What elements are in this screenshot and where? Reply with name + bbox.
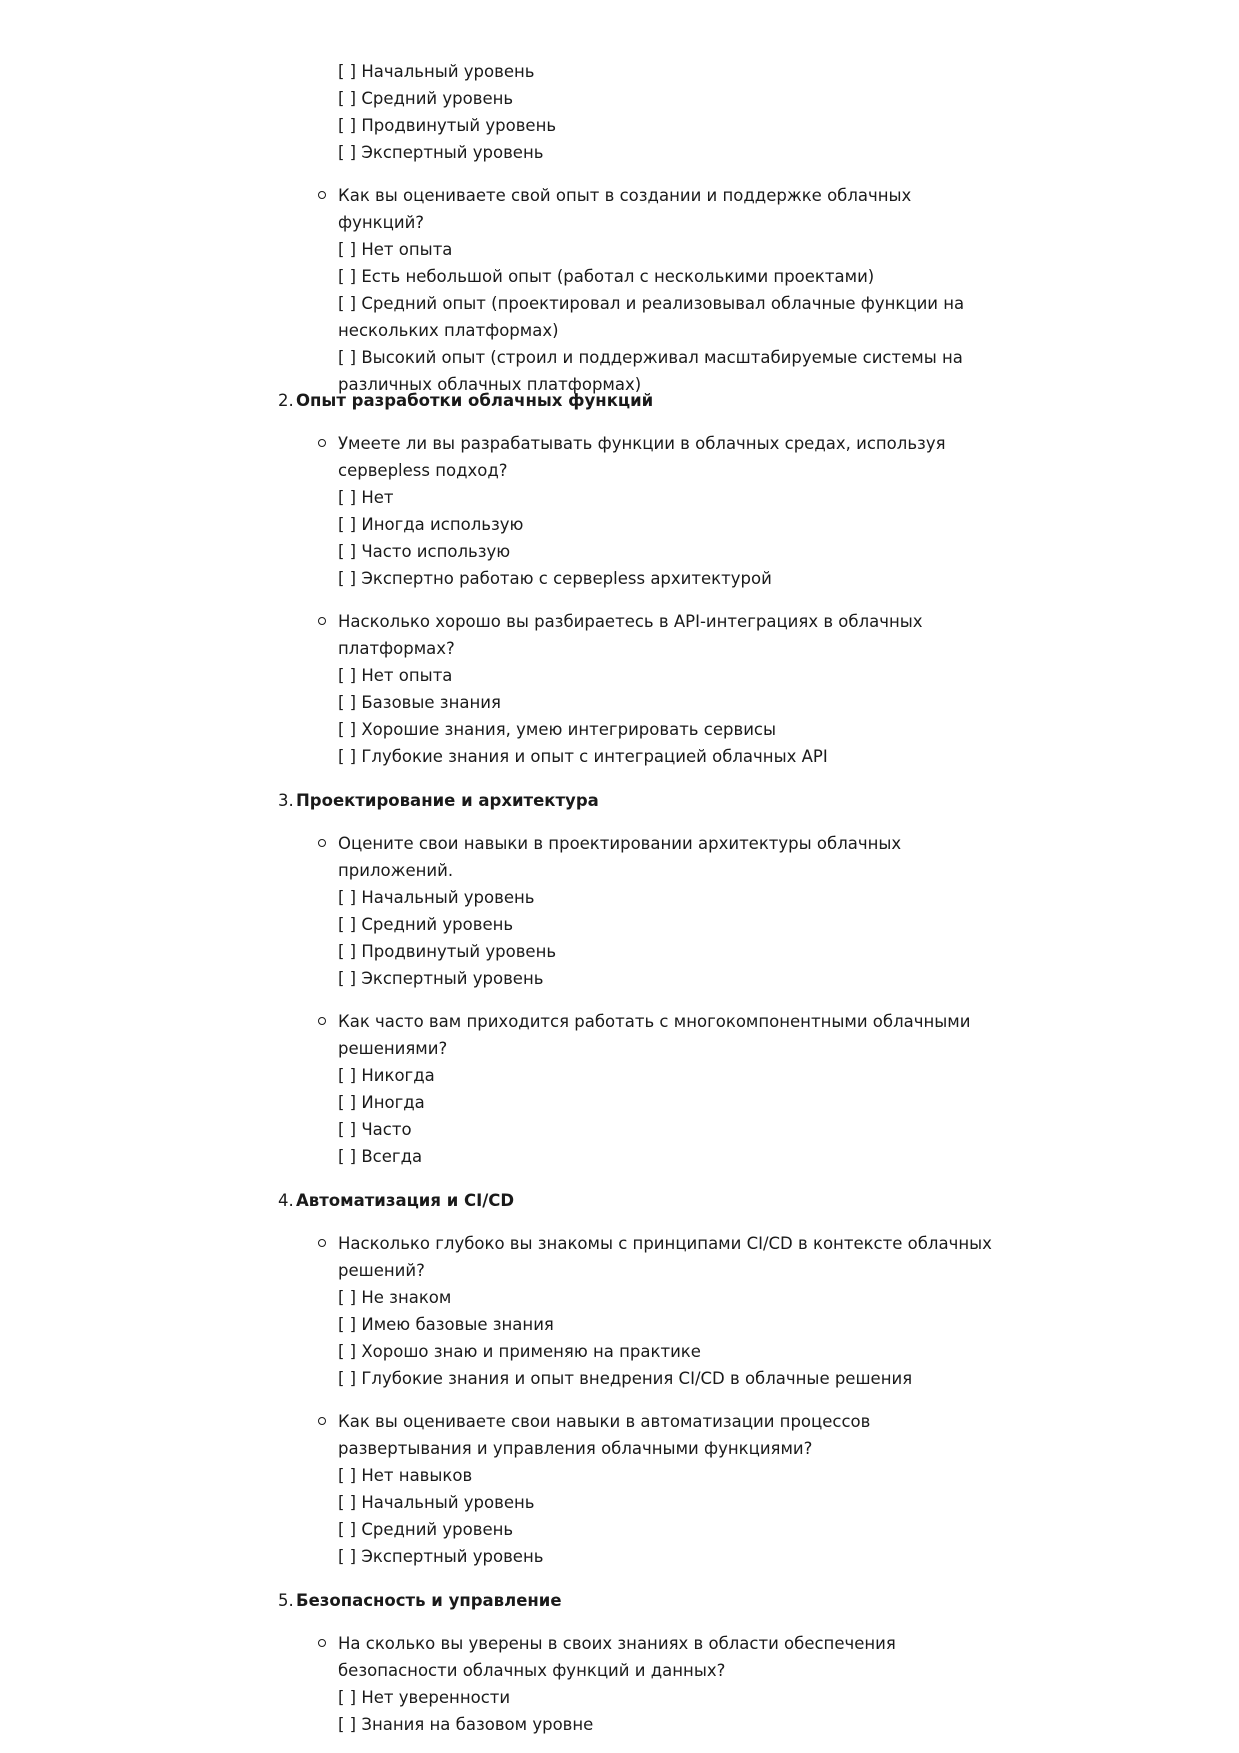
- section-3: [0, 787, 1239, 1170]
- circle-bullet-icon: [318, 1017, 326, 1025]
- option: [ ] Средний уровень: [338, 89, 514, 108]
- option: [ ] Средний опыт (проектировал и реализовывал облачные функции на нескольких платформах): [338, 294, 965, 340]
- question: [338, 1408, 998, 1570]
- circle-bullet-icon: [318, 1239, 326, 1247]
- question-list: [0, 1630, 998, 1738]
- question-list: [0, 430, 998, 770]
- question-list: [0, 1230, 998, 1570]
- option: [ ] Продвинутый уровень: [338, 116, 557, 135]
- question-text: На сколько вы уверены в своих знаниях в области обеспечения безопасности облачных функций и данных?: [338, 1634, 896, 1680]
- question: [338, 608, 998, 770]
- option: [ ] Всегда: [338, 1147, 423, 1166]
- circle-bullet-icon: [318, 617, 326, 625]
- option: [ ] Начальный уровень: [338, 1493, 535, 1512]
- section-2: [0, 387, 1239, 770]
- option: [ ] Нет: [338, 488, 394, 507]
- option: [ ] Экспертный уровень: [338, 1547, 544, 1566]
- option: [ ] Никогда: [338, 1066, 435, 1085]
- section-number: 4.: [278, 1191, 294, 1210]
- option: [ ] Средний уровень: [338, 1520, 514, 1539]
- question: [338, 430, 998, 592]
- section-4: [0, 1187, 1239, 1570]
- option: [ ] Нет навыков: [338, 1466, 473, 1485]
- section-heading: [0, 387, 1239, 414]
- option: [ ] Часто использую: [338, 542, 511, 561]
- option: [ ] Высокий опыт (строил и поддерживал масштабируемые системы на различных облачных платформах): [338, 348, 963, 394]
- option: [ ] Экспертно работаю с серверless архитектурой: [338, 569, 772, 588]
- section-title: Безопасность и управление: [296, 1591, 562, 1610]
- question-1-2: [338, 182, 998, 398]
- option: [ ] Хорошо знаю и применяю на практике: [338, 1342, 701, 1361]
- section-heading: [0, 1187, 1239, 1214]
- circle-bullet-icon: [318, 839, 326, 847]
- option: [ ] Иногда: [338, 1093, 425, 1112]
- option: [ ] Знания на базовом уровне: [338, 1715, 594, 1734]
- question: [338, 1008, 998, 1170]
- section-title: Автоматизация и CI/CD: [296, 1191, 515, 1210]
- circle-bullet-icon: [318, 1639, 326, 1647]
- circle-bullet-icon: [318, 439, 326, 447]
- option: [ ] Нет опыта: [338, 666, 453, 685]
- section-number: 3.: [278, 791, 294, 810]
- section-title: Опыт разработки облачных функций: [296, 391, 654, 410]
- option: [ ] Экспертный уровень: [338, 143, 544, 162]
- question-text: Оцените свои навыки в проектировании архитектуры облачных приложений.: [338, 834, 902, 880]
- option: [ ] Хорошие знания, умею интегрировать сервисы: [338, 720, 777, 739]
- option: [ ] Средний уровень: [338, 915, 514, 934]
- option: [ ] Экспертный уровень: [338, 969, 544, 988]
- question: [338, 830, 998, 992]
- option: [ ] Есть небольшой опыт (работал с несколькими проектами): [338, 267, 875, 286]
- question: [338, 1230, 998, 1392]
- sections-flow: [0, 370, 1239, 1738]
- question-text: Насколько глубоко вы знакомы с принципами CI/CD в контексте облачных решений?: [338, 1234, 992, 1280]
- option: [ ] Базовые знания: [338, 693, 501, 712]
- section-number: 2.: [278, 391, 294, 410]
- question-text: Насколько хорошо вы разбираетесь в API-интеграциях в облачных платформах?: [338, 612, 923, 658]
- question-text: Как вы оцениваете свои навыки в автоматизации процессов развертывания и управления облачными функциями?: [338, 1412, 871, 1458]
- question-list: [0, 830, 998, 1170]
- option: [ ] Иногда использую: [338, 515, 524, 534]
- section-5: [0, 1587, 1239, 1738]
- circle-bullet-icon: [318, 1417, 326, 1425]
- section-heading: [0, 1587, 1239, 1614]
- question-text: Как вы оцениваете свой опыт в создании и поддержке облачных функций?: [338, 186, 912, 232]
- option: [ ] Глубокие знания и опыт внедрения CI/CD в облачные решения: [338, 1369, 913, 1388]
- option: [ ] Нет опыта: [338, 240, 453, 259]
- section-heading: [0, 787, 1239, 814]
- option: [ ] Нет уверенности: [338, 1688, 511, 1707]
- section-title: Проектирование и архитектура: [296, 791, 599, 810]
- section-number: 5.: [278, 1591, 294, 1610]
- option: [ ] Начальный уровень: [338, 62, 535, 81]
- question-text: Как часто вам приходится работать с многокомпонентными облачными решениями?: [338, 1012, 971, 1058]
- question-text: Умеете ли вы разрабатывать функции в облачных средах, используя серверless подход?: [338, 434, 946, 480]
- option: [ ] Глубокие знания и опыт с интеграцией облачных API: [338, 747, 828, 766]
- option: [ ] Не знаком: [338, 1288, 452, 1307]
- section-1-continuation: [338, 58, 998, 398]
- question: [338, 1630, 998, 1738]
- circle-bullet-icon: [318, 191, 326, 199]
- option: [ ] Часто: [338, 1120, 412, 1139]
- option: [ ] Имею базовые знания: [338, 1315, 554, 1334]
- option: [ ] Продвинутый уровень: [338, 942, 557, 961]
- option: [ ] Начальный уровень: [338, 888, 535, 907]
- question-1-1-tail: [338, 58, 998, 166]
